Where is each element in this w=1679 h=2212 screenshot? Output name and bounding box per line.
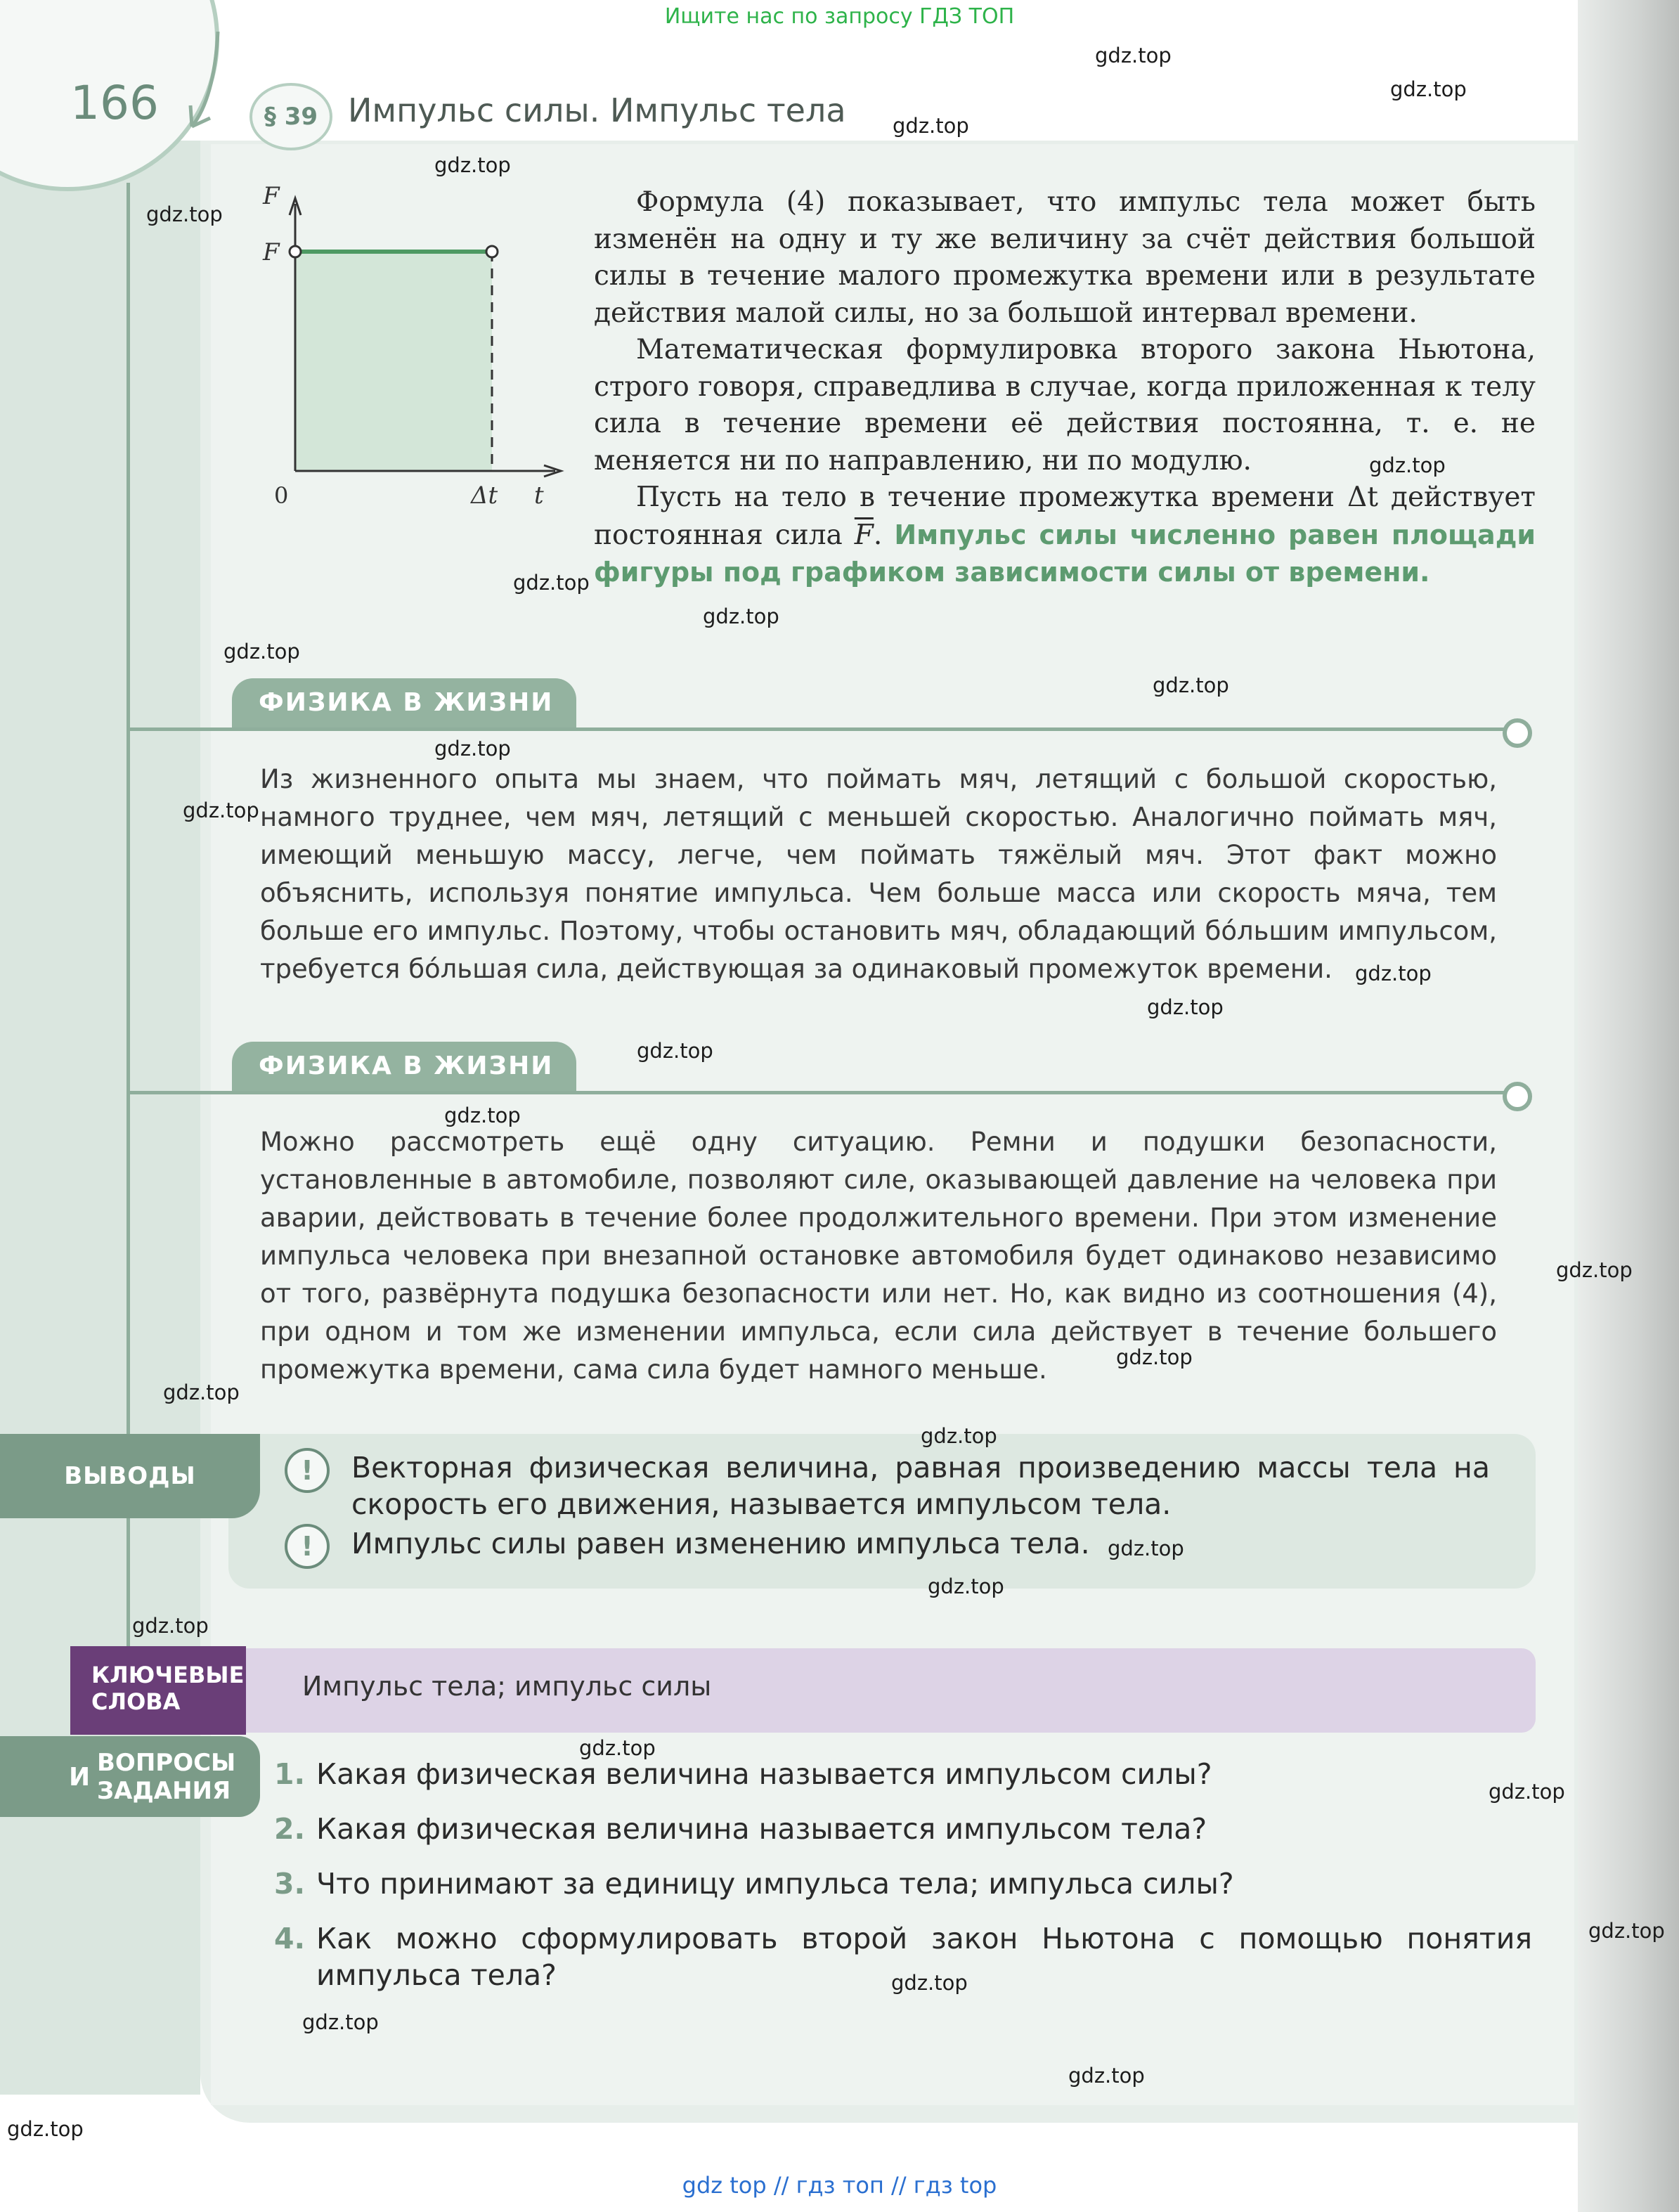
watermark: gdz.top — [1068, 2064, 1145, 2088]
exclamation-icon: ! — [285, 1448, 330, 1493]
y-axis-label: F — [263, 183, 280, 210]
delta-t-label: Δt — [471, 481, 498, 510]
question-number: 4. — [274, 1922, 306, 1955]
main-paragraph-3-dot: . — [873, 519, 895, 551]
origin-label: 0 — [274, 482, 289, 509]
question-text: Что принимают за единицу импульса тела; импульса силы? — [316, 1867, 1234, 1901]
keywords-text: Импульс тела; импульс силы — [302, 1671, 712, 1702]
box2-tab: ФИЗИКА В ЖИЗНИ — [232, 1042, 576, 1091]
watermark: gdz.top — [1153, 673, 1229, 697]
question-text: Какая физическая величина называется импульсом силы? — [316, 1757, 1212, 1791]
watermark: gdz.top — [146, 202, 223, 226]
keywords-label-line1: КЛЮЧЕВЫЕ — [91, 1662, 245, 1688]
main-text — [594, 184, 1536, 592]
top-banner[interactable]: Ищите нас по запросу ГДЗ ТОП — [664, 4, 1015, 29]
force-vector-symbol: $\overline{F}$ — [854, 519, 874, 551]
main-paragraph-2: Математическая формулировка второго закона Ньютона, строго говоря, справедлива в случае, когда приложенная к телу сила в течение времени её действия постоянна, т. е. не меняется ни по направлению, ни по модулю. — [594, 334, 1536, 477]
watermark: gdz.top — [1147, 995, 1224, 1019]
questions-label-prefix: И — [69, 1763, 91, 1792]
section-badge: § 39 — [249, 83, 332, 150]
watermark: gdz.top — [132, 1614, 209, 1638]
watermark: gdz.top — [163, 1380, 240, 1404]
watermark: gdz.top — [1116, 1345, 1193, 1369]
exclamation-icon: ! — [285, 1524, 330, 1569]
box1-rule-end-circle — [1503, 718, 1532, 748]
watermark: gdz.top — [183, 798, 259, 822]
main-paragraph-1: Формула (4) показывает, что импульс тела может быть изменён на одну и ту же величину за счёт действия большой силы в течение малого промежутка времени или в результате действия малой силы, но за большой интервал времени. — [594, 186, 1536, 329]
summary-label: ВЫВОДЫ — [0, 1434, 260, 1518]
watermark: gdz.top — [1355, 962, 1432, 985]
watermark: gdz.top — [1108, 1537, 1184, 1560]
watermark: gdz.top — [1588, 1919, 1665, 1943]
question-item — [274, 1811, 1532, 1847]
question-item — [274, 1865, 1532, 1902]
main-paragraph-3 — [594, 479, 1536, 592]
watermark: gdz.top — [928, 1574, 1004, 1598]
box2-rule-end-circle — [1503, 1082, 1532, 1111]
box1-rule — [127, 727, 1522, 731]
section-title: Импульс силы. Импульс тела — [348, 91, 846, 129]
box1-tab: ФИЗИКА В ЖИЗНИ — [232, 678, 576, 727]
watermark: gdz.top — [7, 2117, 84, 2141]
page-number: 166 — [70, 76, 159, 130]
force-time-graph — [253, 183, 576, 513]
end-point — [486, 246, 498, 257]
watermark: gdz.top — [444, 1104, 521, 1127]
watermark: gdz.top — [302, 2010, 379, 2034]
question-text: Как можно сформулировать второй закон Ньютона с помощью понятия импульса тела? — [316, 1922, 1532, 1992]
question-item — [274, 1756, 1532, 1792]
footer-links[interactable]: gdz top // гдз топ // гдз top — [682, 2172, 997, 2199]
box1-text: Из жизненного опыта мы знаем, что поймать мяч, летящий с большой скоростью, намного труднее, чем мяч, летящий с меньшей скоростью. Аналогично поймать мяч, имеющий меньшую массу, легче, чем поймать тяжёлый мяч. Этот факт можно объяснить, используя понятие импульса. Чем больше масса или скорость мяча, тем больше его импульс. Поэтому, чтобы остановить мяч, обладающий бóльшим импульсом, требуется бóльшая сила, действующая за одинаковый промежуток времени. — [260, 764, 1497, 984]
question-number: 2. — [274, 1812, 306, 1846]
impulse-area — [295, 252, 492, 471]
keywords-label — [70, 1646, 246, 1735]
watermark: gdz.top — [893, 114, 969, 138]
watermark: gdz.top — [434, 737, 511, 761]
summary-item-2: Импульс силы равен изменению импульса тела. — [351, 1527, 1090, 1560]
watermark: gdz.top — [1556, 1258, 1633, 1282]
start-point — [290, 246, 301, 257]
y-value-label: F — [263, 238, 280, 266]
question-number: 1. — [274, 1757, 306, 1791]
book-spine-shadow — [1578, 0, 1679, 2212]
watermark: gdz.top — [1369, 453, 1446, 477]
watermark: gdz.top — [921, 1424, 997, 1448]
questions-label — [0, 1736, 260, 1817]
watermark: gdz.top — [223, 640, 300, 664]
main-paragraph-3-start: Пусть на тело в течение промежутка времени Δt действует постоянная сила — [594, 481, 1536, 551]
watermark: gdz.top — [434, 153, 511, 177]
question-text: Какая физическая величина называется импульсом тела? — [316, 1812, 1207, 1846]
watermark: gdz.top — [579, 1736, 656, 1760]
question-number: 3. — [274, 1867, 306, 1901]
watermark: gdz.top — [1489, 1780, 1565, 1804]
summary-item-1: Векторная физическая величина, равная произведению массы тела на скорость его движения, называется импульсом тела. — [351, 1451, 1490, 1521]
box2-rule — [127, 1091, 1522, 1094]
watermark: gdz.top — [703, 604, 779, 628]
curved-arrow-icon — [186, 28, 228, 134]
questions-label-line1: ВОПРОСЫ — [97, 1749, 236, 1777]
x-axis-label: t — [534, 481, 544, 510]
watermark: gdz.top — [1095, 44, 1172, 67]
watermark: gdz.top — [637, 1039, 713, 1063]
questions-label-line2: ЗАДАНИЯ — [97, 1777, 231, 1805]
watermark: gdz.top — [513, 571, 590, 595]
box2-text: Можно рассмотреть ещё одну ситуацию. Ремни и подушки безопасности, установленные в автомобиле, позволяют силе, оказывающей давление на человека при аварии, действовать в течение более продолжительного времени. При этом изменение импульса человека при внезапной остановке автомобиля будет одинаково независимо от того, развёрнута подушка безопасности или нет. Но, как видно из соотношения (4), при одном и том же изменении импульса, если сила действует в течение большего промежутка времени, сама сила будет намного меньше. — [260, 1127, 1497, 1385]
keywords-label-line2: СЛОВА — [91, 1688, 181, 1715]
watermark: gdz.top — [891, 1971, 968, 1995]
watermark: gdz.top — [1390, 77, 1467, 101]
impulse-definition: Импульс силы численно равен площади фигуры под графиком зависимости силы от времени. — [594, 519, 1536, 588]
